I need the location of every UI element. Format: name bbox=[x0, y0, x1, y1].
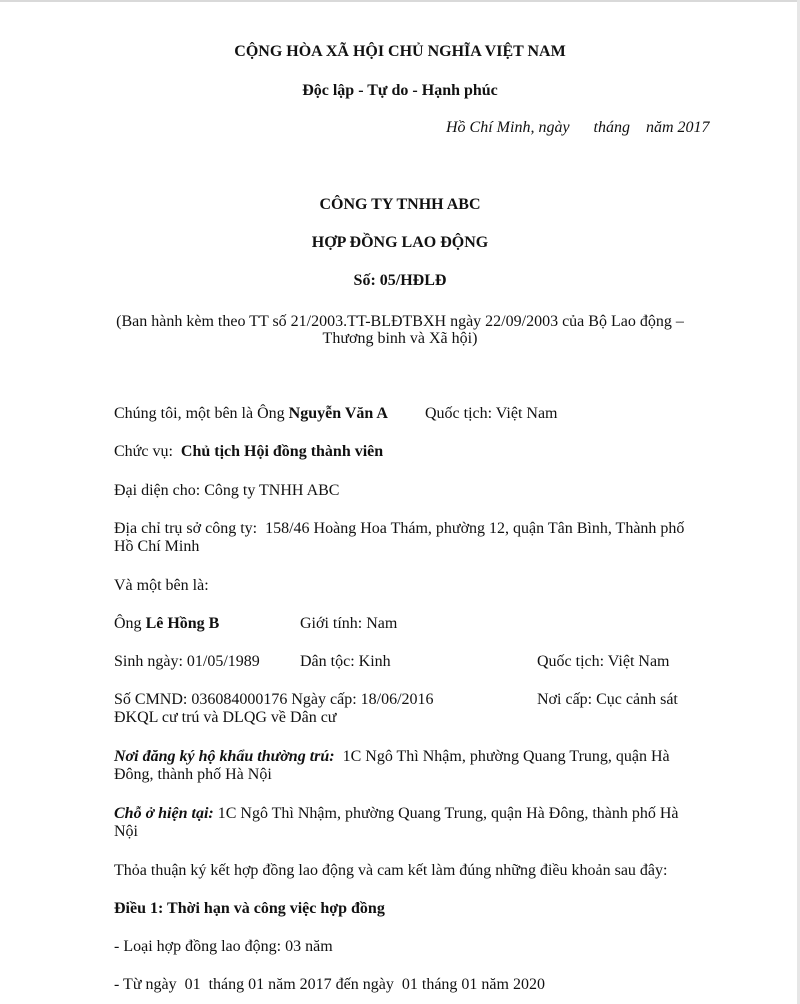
party-b-current-line1 bbox=[114, 804, 679, 824]
party-a-address-line1: Địa chỉ trụ sở công ty: 158/46 Hoàng Hoa Thám, phường 12, quận Tân Bình, Thành phố bbox=[114, 520, 685, 537]
party-a-represent: Đại diện cho: Công ty TNHH ABC bbox=[114, 482, 340, 499]
nation-heading: CỘNG HÒA XÃ HỘI CHỦ NGHĨA VIỆT NAM bbox=[234, 43, 566, 60]
party-a-intro: Chúng tôi, một bên là Ông bbox=[114, 405, 289, 422]
current-address-label: Chỗ ở hiện tại: bbox=[114, 805, 214, 822]
page-top-border bbox=[0, 0, 800, 2]
document-title: HỢP ĐỒNG LAO ĐỘNG bbox=[311, 234, 489, 251]
party-a-address-line2: Hồ Chí Minh bbox=[114, 538, 200, 555]
party-b-issued-place: Nơi cấp: Cục cảnh sát bbox=[537, 691, 678, 708]
party-a-name: Nguyễn Văn A bbox=[288, 405, 388, 422]
place-date: Hồ Chí Minh, ngày tháng năm 2017 bbox=[446, 119, 710, 136]
party-a-position: Chủ tịch Hội đồng thành viên bbox=[180, 443, 384, 460]
party-b-current-line2: Nội bbox=[114, 823, 138, 840]
party-a-position-label: Chức vụ: bbox=[114, 443, 177, 460]
party-b-name-line bbox=[114, 614, 219, 634]
permanent-address-label: Nơi đăng ký hộ khẩu thường trú: bbox=[114, 748, 335, 765]
company-name: CÔNG TY TNHH ABC bbox=[319, 196, 481, 213]
party-a-line bbox=[114, 404, 388, 424]
party-b-dob: Sinh ngày: 01/05/1989 bbox=[114, 653, 260, 670]
party-b-id: Số CMND: 036084000176 Ngày cấp: 18/06/2016 bbox=[114, 691, 434, 708]
party-b-permanent-line1 bbox=[114, 747, 670, 767]
agreement-statement: Thỏa thuận ký kết hợp đồng lao động và cam kết làm đúng những điều khoản sau đây: bbox=[114, 862, 668, 879]
party-b-gender: Giới tính: Nam bbox=[300, 615, 398, 632]
party-a-nationality: Quốc tịch: Việt Nam bbox=[425, 405, 558, 422]
party-b-intro: Và một bên là: bbox=[114, 577, 209, 594]
party-b-title: Ông bbox=[114, 615, 146, 632]
article-1-item-2: - Từ ngày 01 tháng 01 năm 2017 đến ngày 01 tháng 01 năm 2020 bbox=[114, 976, 545, 993]
party-b-permanent-line2: Đông, thành phố Hà Nội bbox=[114, 766, 272, 783]
issued-note-line2: Thương binh và Xã hội) bbox=[322, 330, 478, 347]
article-1-heading: Điều 1: Thời hạn và công việc hợp đồng bbox=[114, 900, 385, 917]
permanent-address-value: 1C Ngô Thì Nhậm, phường Quang Trung, quận Hà bbox=[334, 748, 670, 765]
party-b-name: Lê Hồng B bbox=[145, 615, 220, 632]
motto: Độc lập - Tự do - Hạnh phúc bbox=[302, 82, 498, 99]
party-b-issued-place-2: ĐKQL cư trú và DLQG về Dân cư bbox=[114, 709, 337, 726]
issued-note-line1: (Ban hành kèm theo TT số 21/2003.TT-BLĐTBXH ngày 22/09/2003 của Bộ Lao động – bbox=[116, 313, 684, 330]
party-a-position-line bbox=[114, 442, 383, 462]
article-1-item-1: - Loại hợp đồng lao động: 03 năm bbox=[114, 938, 333, 955]
party-b-ethnic: Dân tộc: Kinh bbox=[300, 653, 391, 670]
party-b-nationality: Quốc tịch: Việt Nam bbox=[537, 653, 670, 670]
current-address-value: 1C Ngô Thì Nhậm, phường Quang Trung, quận Hà Đông, thành phố Hà bbox=[213, 805, 679, 822]
contract-number: Số: 05/HĐLĐ bbox=[353, 272, 447, 289]
